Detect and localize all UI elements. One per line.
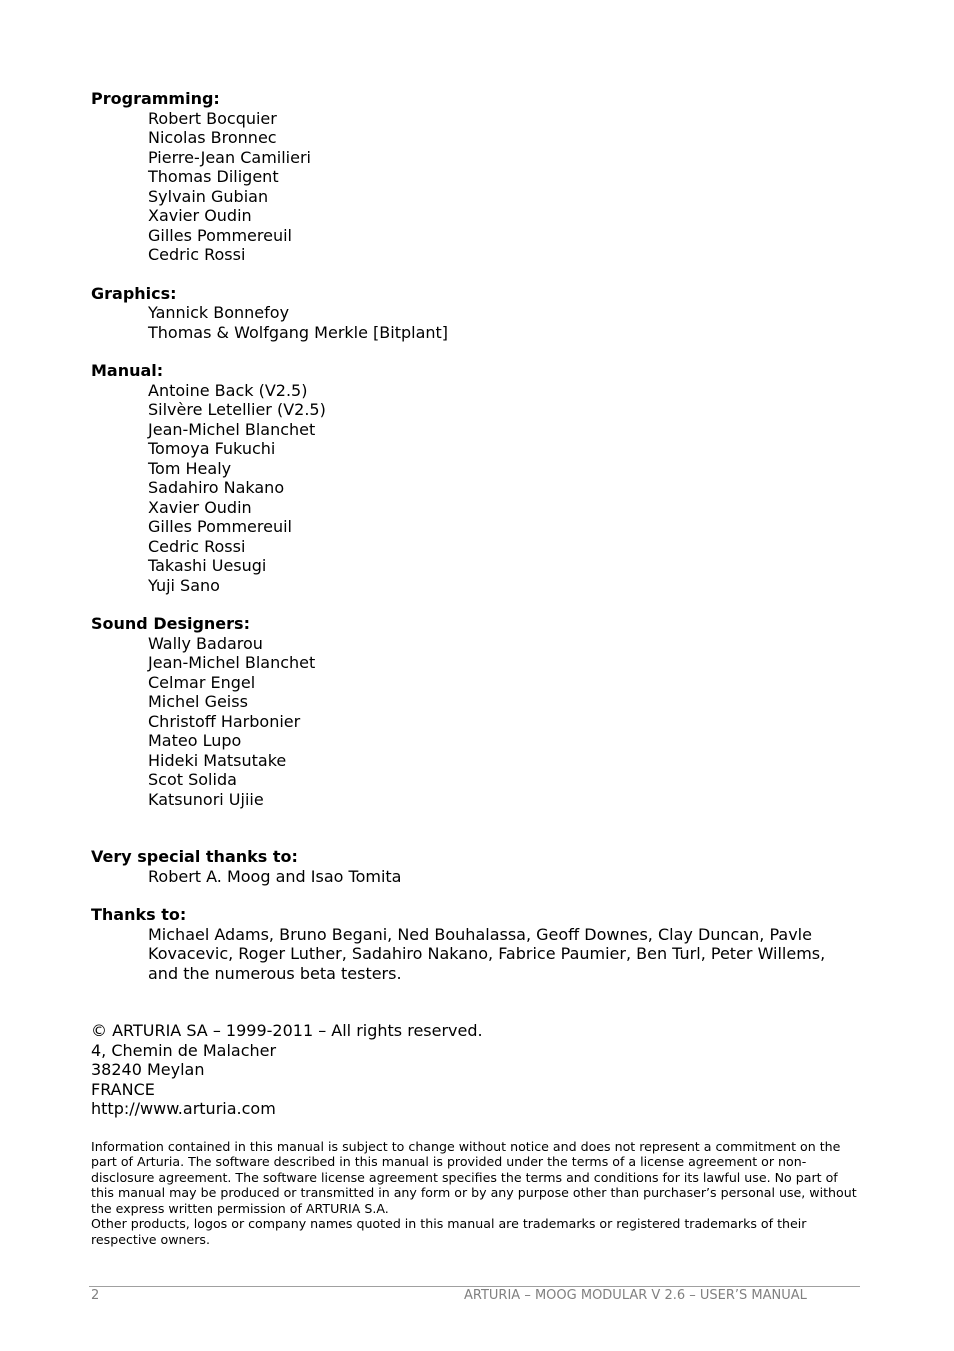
credit-name: Tomoya Fukuchi [148, 439, 276, 458]
address-block [91, 1021, 861, 1119]
graphics-names [148, 303, 861, 342]
special-thanks-text: Robert A. Moog and Isao Tomita [148, 866, 402, 886]
credit-name: Robert Bocquier [148, 108, 277, 128]
address-country: FRANCE [91, 1079, 155, 1099]
address-street: 4, Chemin de Malacher [91, 1040, 277, 1060]
sound-designers-heading: Sound Designers: [91, 614, 250, 633]
special-thanks-section [91, 847, 861, 886]
credit-name: Thomas Diligent [148, 167, 279, 186]
credit-name: Tom Healy [148, 458, 232, 478]
special-thanks-heading: Very special thanks to: [91, 847, 298, 866]
credit-name: Xavier Oudin [148, 206, 252, 225]
thanks-section [91, 905, 861, 983]
graphics-section [91, 284, 861, 343]
sound-designers-names [148, 634, 861, 810]
legal-paragraph-1: Information contained in this manual is subject to change without notice and does not represent a commitment on the part of Arturia. The software described in this manual is provided under the terms of a license agreement or non-disclosure agreement. The software license agreement specifies the terms and conditions for its lawful use. No part of this manual may be produced or transmitted in any form or by any purpose other than purchaser’s personal use, without the express written permission of ARTURIA S.A. [91, 1138, 857, 1216]
credit-name: Katsunori Ujiie [148, 789, 264, 809]
credit-name: Scot Solida [148, 770, 237, 789]
legal-paragraph-2: Other products, logos or company names quoted in this manual are trademarks or registered trademarks of their respective owners. [91, 1216, 807, 1248]
programming-names [148, 109, 861, 265]
footer-divider [89, 1286, 860, 1287]
credit-name: Silvère Letellier (V2.5) [148, 400, 326, 419]
credit-name: Nicolas Bronnec [148, 128, 277, 147]
credit-name: Takashi Uesugi [148, 556, 267, 575]
credit-name: Wally Badarou [148, 633, 263, 653]
credit-name: Yuji Sano [148, 575, 220, 595]
manual-section [91, 361, 861, 595]
sound-designers-section [91, 614, 861, 809]
credit-name: Jean-Michel Blanchet [148, 419, 316, 439]
page-number: 2 [91, 1288, 100, 1303]
credit-name: Pierre-Jean Camilieri [148, 147, 311, 167]
copyright-line: © ARTURIA SA – 1999-2011 – All rights reserved. [91, 1021, 483, 1040]
manual-heading: Manual: [91, 361, 164, 380]
credit-name: Thomas & Wolfgang Merkle [Bitplant] [148, 322, 449, 342]
credit-name: Antoine Back (V2.5) [148, 380, 308, 400]
credit-name: Cedric Rossi [148, 245, 246, 264]
credit-name: Xavier Oudin [148, 497, 252, 517]
credit-name: Cedric Rossi [148, 536, 246, 556]
address-city: 38240 Meylan [91, 1060, 205, 1079]
credits-page [91, 89, 861, 1248]
credit-name: Michel Geiss [148, 692, 248, 711]
credit-name: Yannick Bonnefoy [148, 303, 290, 322]
programming-heading: Programming: [91, 89, 220, 108]
credit-name: Sadahiro Nakano [148, 478, 285, 497]
credit-name: Christoff Harbonier [148, 711, 301, 731]
programming-section [91, 89, 861, 265]
special-thanks-names [148, 867, 861, 887]
credit-name: Mateo Lupo [148, 731, 242, 750]
credit-name: Jean-Michel Blanchet [148, 653, 316, 672]
manual-names [148, 381, 861, 596]
footer-title: ARTURIA – MOOG MODULAR V 2.6 – USER’S MANUAL [464, 1288, 807, 1303]
credit-name: Gilles Pommereuil [148, 225, 292, 245]
thanks-heading: Thanks to: [91, 905, 187, 924]
legal-notice [91, 1139, 861, 1248]
thanks-text: Michael Adams, Bruno Begani, Ned Bouhalassa, Geoff Downes, Clay Duncan, Pavle Kovacevic, Roger Luther, Sadahiro Nakano, Fabrice Paumier, Ben Turl, Peter Willems, and the numerous beta testers. [148, 924, 826, 983]
credit-name: Sylvain Gubian [148, 186, 269, 206]
credit-name: Celmar Engel [148, 672, 256, 692]
credit-name: Gilles Pommereuil [148, 517, 292, 536]
website-url: http://www.arturia.com [91, 1099, 276, 1118]
graphics-heading: Graphics: [91, 283, 177, 303]
credit-name: Hideki Matsutake [148, 750, 287, 770]
